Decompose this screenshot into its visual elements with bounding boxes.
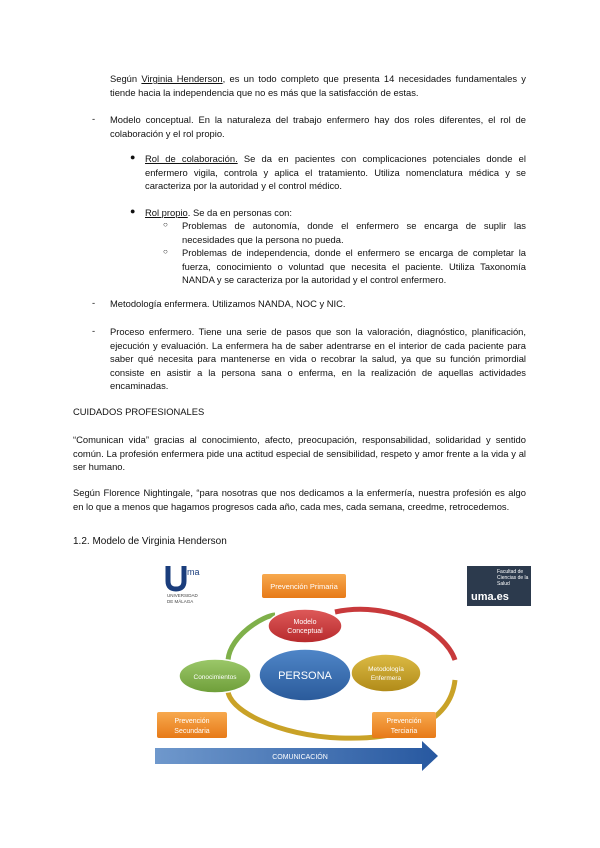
- list-item-proceso-enfermero: Proceso enfermero. Tiene una serie de pasos que son la valoración, diagnóstico, planificación, ejecución y evaluación. La enfermera ha de saber adentrarse en el interior de cada paciente para saber qué necesita para mantenerse en vida o recobrar la salud, ya que su función primordial consiste en asistir a la persona sana o enferma, en la realización de aquellas actividades encaminadas.: [110, 326, 526, 392]
- fac-brand: uma.es: [471, 591, 509, 603]
- rol-propio-text: . Se da en personas con:: [187, 207, 292, 218]
- modelo-line2: Conceptual: [287, 628, 323, 635]
- comunicacion-label: COMUNICACIÓN: [272, 754, 328, 761]
- comunican-vida-paragraph: “Comunican vida” gracias al conocimiento, afecto, preocupación, responsabilidad, solidaridad y sentido común. La profesión enfermera pide una actitud especial de sensibilidad, respeto y amor frente a la vida y al ser humano.: [73, 434, 526, 473]
- rol-propio-paragraph: [145, 206, 526, 220]
- sub-item-independencia: Problemas de independencia, donde el enfermero se encarga de completar la fuerza, conocimiento o voluntad que necesita el paciente. Utiliza Taxonomía NANDA y se caracteriza por la autoridad y el control enfermero.: [182, 247, 526, 286]
- metodologia-line1: Metodología: [368, 666, 404, 673]
- conocimientos-label: Conocimientos: [193, 674, 237, 681]
- intro-post: , es un todo completo que presenta 14 necesidades fundamentales y tiende hacia la independencia que no es más que la satisfacción de estas.: [110, 73, 526, 98]
- intro-pre: Según: [110, 73, 142, 84]
- modelo-conceptual-node: [268, 609, 342, 643]
- fac-text-1: Facultad de: [497, 569, 524, 575]
- prevencion-terciaria-line2: Terciaria: [390, 728, 418, 735]
- intro-paragraph: [110, 72, 526, 99]
- section-title-modelo: 1.2. Modelo de Virginia Henderson: [73, 536, 227, 547]
- uma-text-1: UNIVERSIDAD: [167, 593, 198, 598]
- circle-bullet-icon: ○: [163, 220, 168, 229]
- fac-text-2: Ciencias de la: [497, 575, 529, 581]
- rol-propio-label: Rol propio: [145, 207, 188, 218]
- section-heading-cuidados: CUIDADOS PROFESIONALES: [73, 406, 205, 417]
- prevencion-primaria-label: Prevención Primaria: [270, 582, 338, 591]
- prevencion-secundaria-line1: Prevención: [174, 718, 210, 725]
- dash-marker: -: [92, 325, 96, 336]
- dash-marker: -: [92, 113, 96, 124]
- dash-marker: -: [92, 297, 96, 308]
- henderson-model-diagram: [150, 560, 530, 775]
- prevencion-secundaria-line2: Secundaria: [174, 728, 210, 735]
- nightingale-paragraph: Según Florence Nightingale, “para nosotras que nos dedicamos a la enfermería, nuestra profesión es algo en lo que a menos que hagamos progresos cada año, cada mes, cada semana, creedme, retrocedemos.: [73, 487, 526, 512]
- fac-text-3: Salud: [497, 581, 510, 587]
- virginia-henderson-link: Virginia Henderson: [141, 73, 223, 84]
- prevencion-terciaria-line1: Prevención: [386, 718, 422, 725]
- rol-colaboracion-label: Rol de colaboración.: [145, 153, 238, 164]
- circle-bullet-icon: ○: [163, 247, 168, 256]
- sub-item-autonomia: Problemas de autonomía, donde el enfermero se encarga de suplir las necesidades que la persona no pueda.: [182, 220, 526, 245]
- list-item-metodologia: Metodología enfermera. Utilizamos NANDA, NOC y NIC.: [110, 298, 346, 309]
- metodologia-node: [351, 654, 421, 692]
- persona-label: PERSONA: [278, 670, 332, 682]
- bullet-icon: ●: [130, 152, 136, 162]
- cycle-arc-red: [335, 609, 455, 660]
- modelo-line1: Modelo: [293, 619, 317, 626]
- rol-colaboracion-text: Se da en pacientes con complicaciones potenciales donde el enfermero vigila, controla y aplica el tratamiento. Utiliza nomenclatura médica y se caracteriza por la autoridad y el control médico.: [145, 153, 526, 192]
- metodologia-line2: Enfermera: [370, 675, 402, 682]
- rol-colaboracion-paragraph: [145, 152, 526, 193]
- bullet-icon: ●: [130, 206, 136, 216]
- uma-text-2: DE MÁLAGA: [167, 599, 194, 604]
- cycle-arc-green: [228, 615, 275, 660]
- list-item-modelo-conceptual: Modelo conceptual. En la naturaleza del trabajo enfermero hay dos roles diferentes, el rol de colaboración y el rol propio.: [110, 114, 526, 139]
- uma-mark-text: ma: [187, 567, 200, 577]
